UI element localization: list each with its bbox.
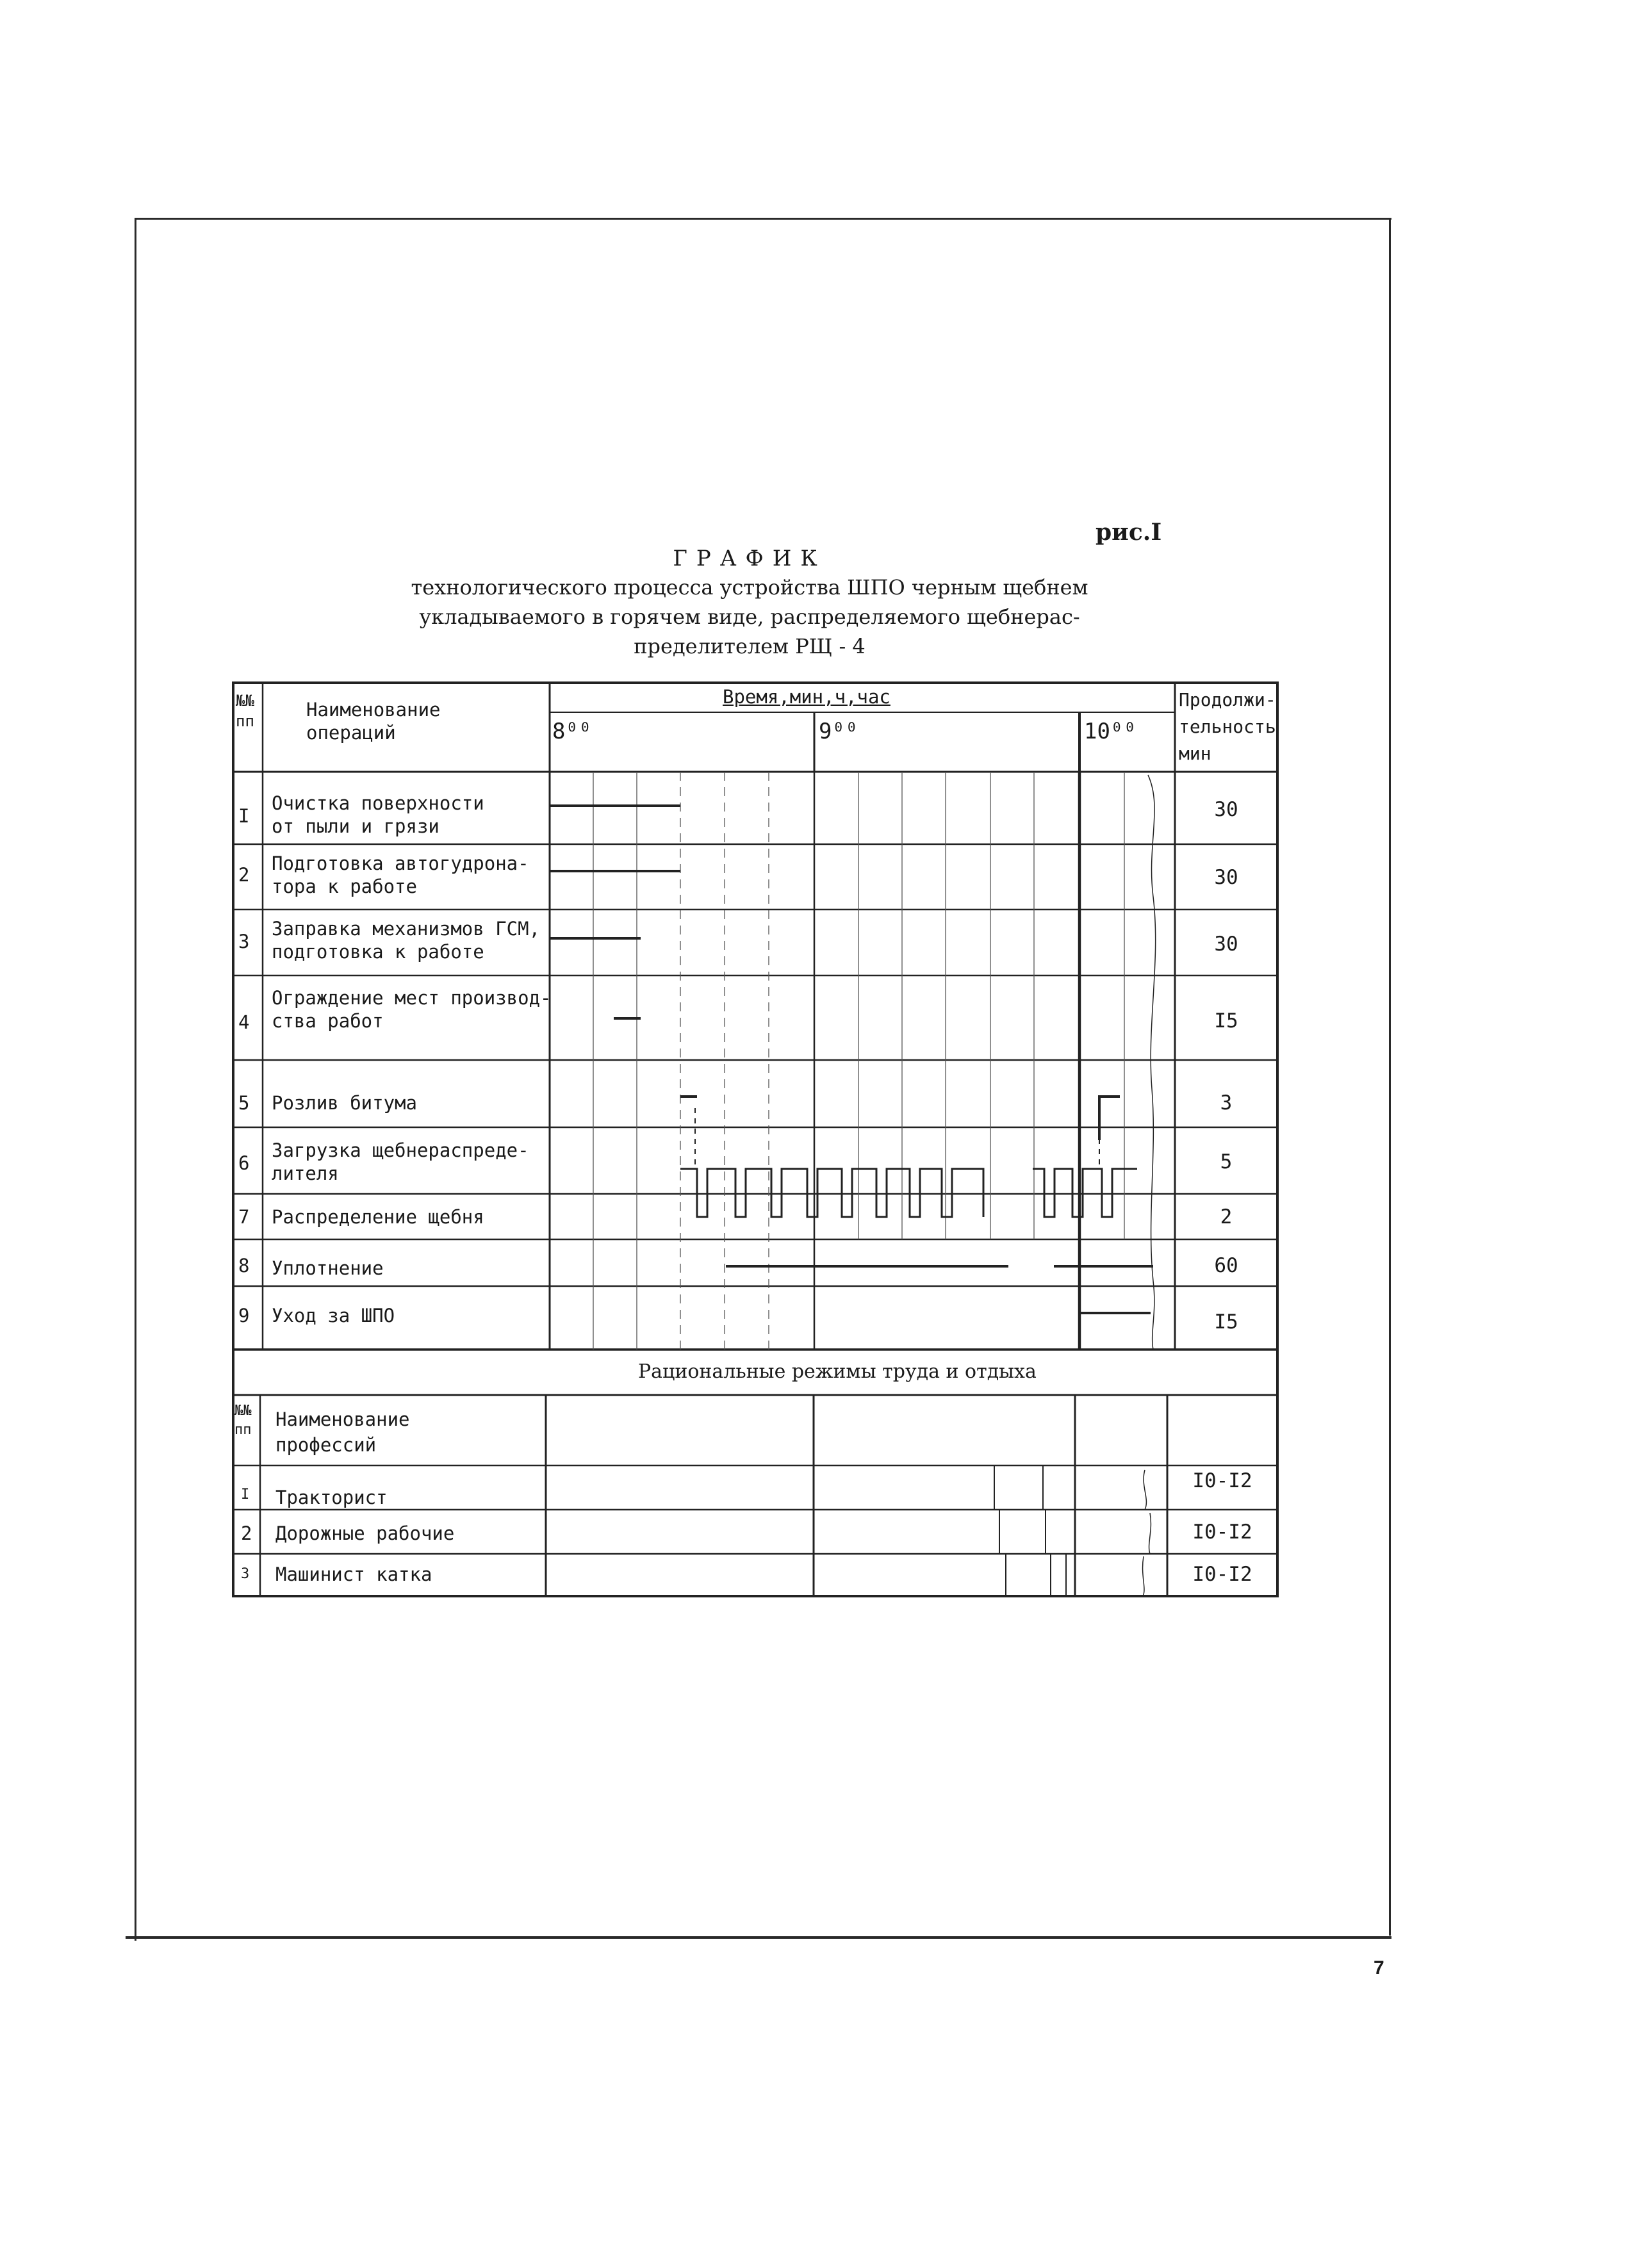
op-name-7: Распределение щебня: [272, 1206, 484, 1228]
op-name-2: Подготовка автогудрона- тора к работе: [272, 853, 529, 897]
op-num-1: I: [238, 805, 250, 827]
prof-num-1: I: [241, 1487, 250, 1503]
op-name-4: Ограждение мест производ- ства работ: [272, 987, 552, 1032]
op-name-9: Уход за ШПО: [272, 1305, 395, 1326]
op-name-6: Загрузка щебнераспреде- лителя: [272, 1139, 529, 1184]
op-duration-1: 30: [1214, 798, 1238, 821]
prof-num-3: 3: [241, 1566, 250, 1582]
header-time: Время,мин,ч,час: [723, 686, 890, 708]
rest-header-num: №№ пп: [234, 1403, 252, 1438]
op-num-6: 6: [238, 1152, 250, 1174]
op-name-1: Очистка поверхности от пыли и грязи: [272, 792, 484, 837]
op-num-2: 2: [238, 864, 250, 886]
title-line-2: технологического процесса устройства ШПО черным щебнем: [411, 575, 1088, 600]
header-operation-name: Наименование операций: [306, 699, 441, 744]
prof-name-1: Тракторист: [275, 1487, 388, 1508]
op-num-7: 7: [238, 1206, 250, 1228]
chart-title: ГРАФИК: [673, 546, 826, 571]
op-duration-7: 2: [1220, 1205, 1233, 1228]
tick-label-10: 10⁰⁰: [1084, 719, 1137, 744]
op-duration-4: I5: [1214, 1009, 1238, 1032]
op-num-9: 9: [238, 1305, 250, 1326]
op-name-8: Уплотнение: [272, 1257, 384, 1279]
op-duration-5: 3: [1220, 1091, 1233, 1114]
page-number: 7: [1374, 1957, 1384, 1978]
op-num-5: 5: [238, 1092, 250, 1114]
header-num: №№ пп: [236, 692, 254, 730]
rest-header-name: Наименование профессий: [275, 1408, 410, 1456]
prof-value-2: I0-I2: [1192, 1521, 1252, 1544]
op-name-3: Заправка механизмов ГСМ, подготовка к работе: [272, 918, 541, 963]
op-num-8: 8: [238, 1255, 250, 1277]
prof-name-2: Дорожные рабочие: [275, 1522, 455, 1544]
prof-num-2: 2: [241, 1522, 252, 1544]
prof-name-3: Машинист катка: [275, 1563, 432, 1585]
header-duration: Продолжи- тельность мин: [1179, 689, 1276, 764]
op-name-5: Розлив битума: [272, 1092, 417, 1114]
title-line-4: пределителем РЩ - 4: [634, 634, 866, 658]
op-duration-3: 30: [1214, 933, 1238, 956]
prof-value-1: I0-I2: [1192, 1469, 1252, 1492]
op-num-3: 3: [238, 931, 250, 952]
tick-label-8: 8⁰⁰: [552, 719, 592, 744]
op-duration-8: 60: [1214, 1254, 1238, 1277]
op-duration-9: I5: [1214, 1310, 1238, 1334]
rest-section-title: Рациональные режимы труда и отдыха: [638, 1360, 1037, 1383]
tick-label-9: 9⁰⁰: [819, 719, 858, 744]
op-num-4: 4: [238, 1011, 250, 1033]
op-duration-2: 30: [1214, 866, 1238, 889]
prof-value-3: I0-I2: [1192, 1563, 1252, 1586]
figure-label: рис.I: [1096, 519, 1162, 546]
op-duration-6: 5: [1220, 1150, 1233, 1173]
title-line-3: укладываемого в горячем виде, распределяемого щебнерас-: [419, 605, 1080, 629]
